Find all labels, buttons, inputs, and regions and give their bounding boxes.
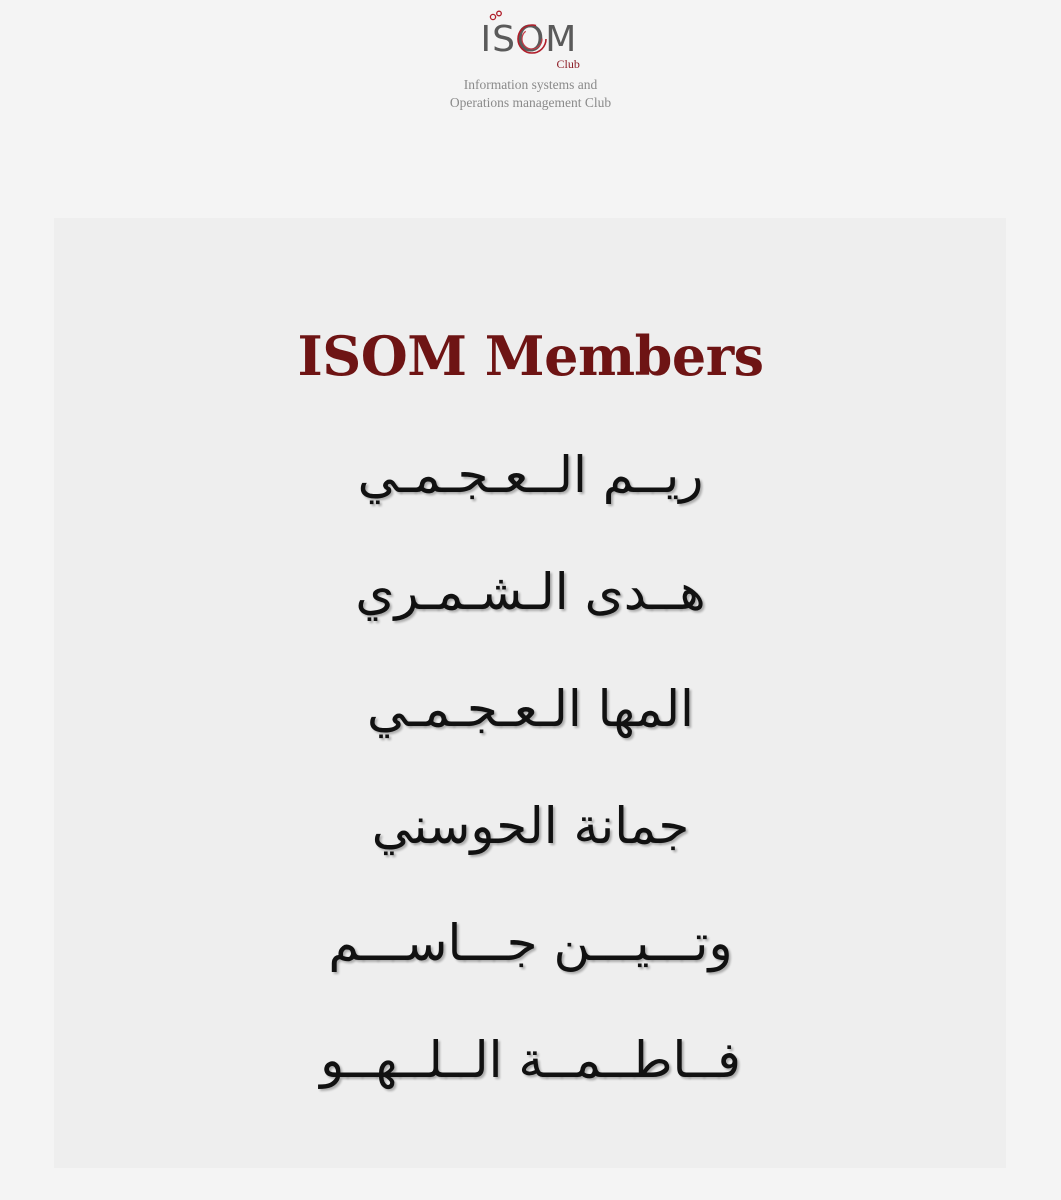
member-name: المها الـعـجـمـي	[367, 680, 694, 738]
member-name: ريــم الــعـجـمـي	[357, 446, 704, 504]
member-name: جمانة الحوسني	[371, 797, 690, 855]
logo-tagline	[0, 76, 1061, 112]
page-title: ISOM Members	[297, 324, 764, 389]
logo-club-label: Club	[556, 57, 580, 71]
logo-ring-icon	[515, 22, 549, 56]
tagline-line-1: Information systems and	[463, 77, 598, 92]
member-name: فــاطــمــة الــلــهــو	[320, 1031, 741, 1089]
member-list	[0, 430, 1061, 1132]
logo-wordmark: ISOM	[480, 19, 578, 60]
club-logo	[0, 10, 1061, 112]
member-name: هــدى الـشـمـري	[355, 563, 706, 621]
logo-mark	[471, 10, 591, 70]
tagline-line-2: Operations management Club	[449, 95, 612, 110]
member-name: وتـــيـــن جـــاســـم	[328, 914, 733, 972]
